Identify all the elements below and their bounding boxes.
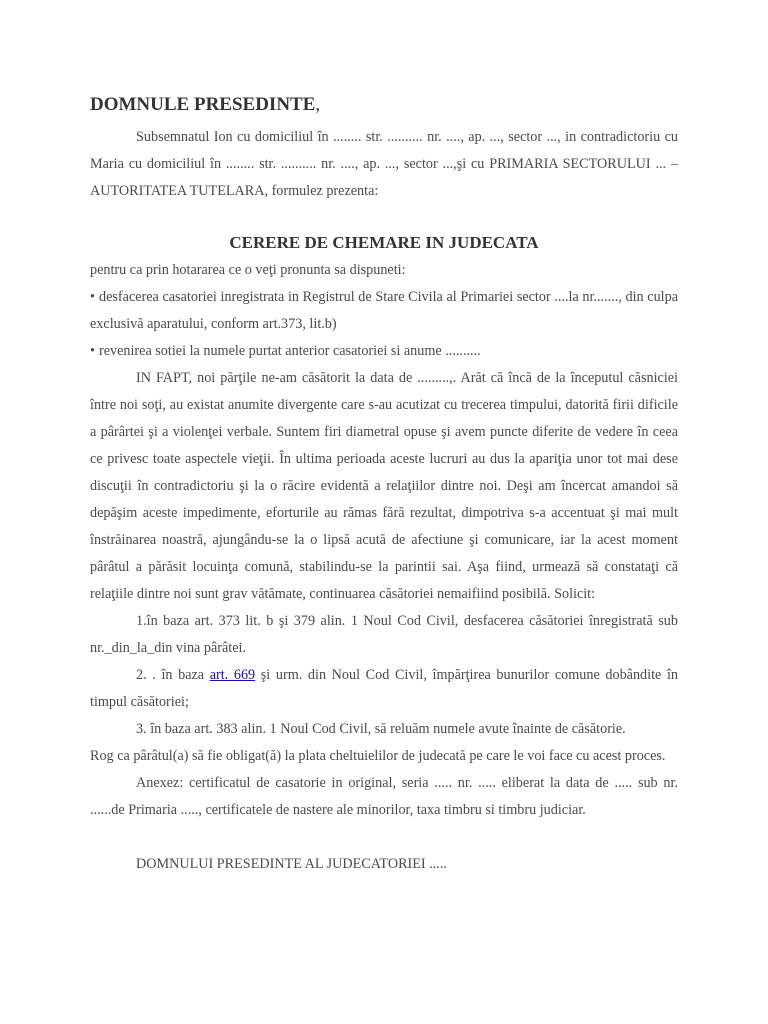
request-item-3: 3. în baza art. 383 alin. 1 Noul Cod Civil, să reluăm numele avute înainte de căsătorie. <box>136 721 626 737</box>
article-669-link[interactable]: art. 669 <box>209 667 256 683</box>
intro-paragraph: Subsemnatul Ion cu domiciliul în ........ str. .......... nr. ...., ap. ..., sector ..., in contradictoriu cu Maria cu domiciliul în ........ str. .......... nr. ...., ap. ..., sector ...,şi cu PRIMARIA SECTORULUI ... – AUTORITATEA TUTELARA, formulez prezenta: <box>90 129 678 199</box>
heading-text: DOMNULE PRESEDINTE <box>90 94 316 115</box>
request-intro: pentru ca prin hotararea ce o veţi pronunta sa dispuneti: <box>90 262 406 278</box>
bullet-item-name: • revenirea sotiei la numele purtat anterior casatoriei si anume .......... <box>90 338 678 365</box>
bullet-item-divorce: • desfacerea casatoriei inregistrata in Registrul de Stare Civila al Primariei sector ....la nr......., din culpa exclusivă aparatului, conform art.373, lit.b) <box>90 284 678 338</box>
heading-comma: , <box>315 94 321 115</box>
request-item-2 <box>90 662 678 716</box>
request-item-2-before: 2. . în baza <box>136 667 210 683</box>
costs-paragraph: Rog ca pârâtul(a) să fie obligat(ă) la plata cheltuielilor de judecată pe care le voi face cu acest proces. <box>90 748 666 764</box>
document-title: CERERE DE CHEMARE IN JUDECATA <box>229 233 539 252</box>
annex-paragraph: Anexez: certificatul de casatorie in original, seria ..... nr. ..... eliberat la data de ..... sub nr. ......de Primaria ....., certificatele de nastere ale minorilor, taxa timbru si timbru judiciar. <box>90 775 678 818</box>
request-item-1: 1.în baza art. 373 lit. b şi 379 alin. 1 Noul Cod Civil, desfacerea căsătoriei înregistrată sub nr._din_la_din vina pârâtei. <box>90 613 678 656</box>
facts-paragraph: IN FAPT, noi părţile ne-am căsătorit la data de .........,. Arăt că încă de la începutul căsniciei între noi soţi, au existat anumite divergente care s-au acutizat cu trecerea timpului, datorită firii dificile a pârârtei şi a violenţei verbale. Suntem firi diametral opuse şi avem puncte diferite de vedere în ceea ce privesc toate aspectele vieţii. În ultima perioada aceste lucruri au dus la apariţia unor tot mai dese discuţii în contradictoriu şi la o răcire evidentă a relaţiilor dintre noi. Deşi am încercat amandoi să depăşim aceste impedimente, eforturile au rămas fără rezultat, dimpotriva s-a accentuat şi mai mult înstrăinarea noastră, ajungându-se la o lipsă acută de afectiune şi comunicare, iar la acest moment pârâtul a părăsit locuinţa comună, stabilindu-se la parintii sai. Aşa fiind, urmează să constataţi că relaţiile dintre noi sunt grav vătămate, continuarea căsătoriei nemaifiind posibilă. Solicit: <box>90 370 678 602</box>
document-body <box>90 92 678 878</box>
closing-line: DOMNULUI PRESEDINTE AL JUDECATORIEI ..... <box>136 856 447 872</box>
request-item-2-after: şi urm. din Noul Cod Civil, împărţirea bunurilor comune dobândite în timpul căsătoriei; <box>90 667 678 710</box>
spacer <box>90 824 678 851</box>
document-heading <box>90 92 678 118</box>
